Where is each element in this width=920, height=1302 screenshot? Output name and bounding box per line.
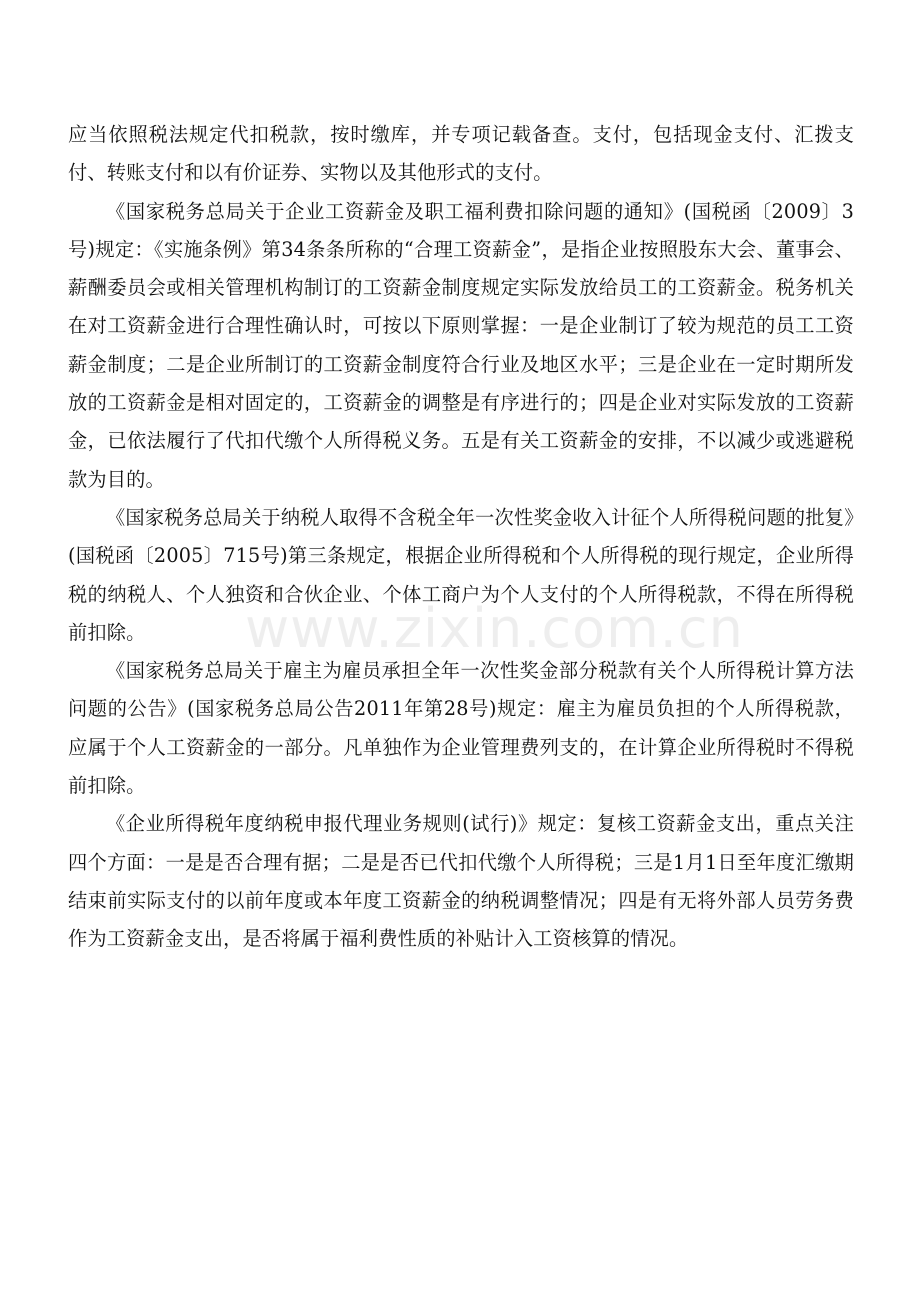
document-body (68, 116, 854, 959)
paragraph-employer-borne-tax: 《国家税务总局关于雇主为雇员承担全年一次性奖金部分税款有关个人所得税计算方法问题的公告》(国家税务总局公告2011年第28号)规定：雇主为雇员负担的个人所得税款，应属于个人工资薪金的一部分。凡单独作为企业管理费列支的，在计算企业所得税时不得税前扣除。 (68, 659, 854, 798)
paragraph-review-rules: 《企业所得税年度纳税申报代理业务规则(试行)》规定：复核工资薪金支出，重点关注四个方面：一是是否合理有据；二是是否已代扣代缴个人所得税；三是1月1日至年度汇缴期结束前实际支付的以前年度或本年度工资薪金的纳税调整情况；四是有无将外部人员劳务费作为工资薪金支出，是否将属于福利费性质的补贴计入工资核算的情况。 (68, 812, 854, 951)
paragraph-tax-exclusive-bonus: 《国家税务总局关于纳税人取得不含税全年一次性奖金收入计征个人所得税问题的批复》(国税函〔2005〕715号)第三条规定，根据企业所得税和个人所得税的现行规定，企业所得税的纳税人、个人独资和合伙企业、个体工商户为个人支付的个人所得税款，不得在所得税前扣除。 (68, 505, 854, 644)
paragraph-reasonable-salary: 《国家税务总局关于企业工资薪金及职工福利费扣除问题的通知》(国税函〔2009〕3号)规定：《实施条例》第34条条所称的“合理工资薪金”，是指企业按照股东大会、董事会、薪酬委员会或相关管理机构制订的工资薪金制度规定实际发放给员工的工资薪金。税务机关在对工资薪金进行合理性确认时，可按以下原则掌握：一是企业制订了较为规范的员工工资薪金制度；二是企业所制订的工资薪金制度符合行业及地区水平；三是企业在一定时期所发放的工资薪金是相对固定的，工资薪金的调整是有序进行的；四是企业对实际发放的工资薪金，已依法履行了代扣代缴个人所得税义务。五是有关工资薪金的安排，不以减少或逃避税款为目的。 (68, 199, 854, 491)
paragraph-payment-definition: 应当依照税法规定代扣税款，按时缴库，并专项记载备查。支付，包括现金支付、汇拨支付、转账支付和以有价证券、实物以及其他形式的支付。 (68, 123, 854, 185)
watermark: www.zixin.com.cn (245, 597, 744, 660)
